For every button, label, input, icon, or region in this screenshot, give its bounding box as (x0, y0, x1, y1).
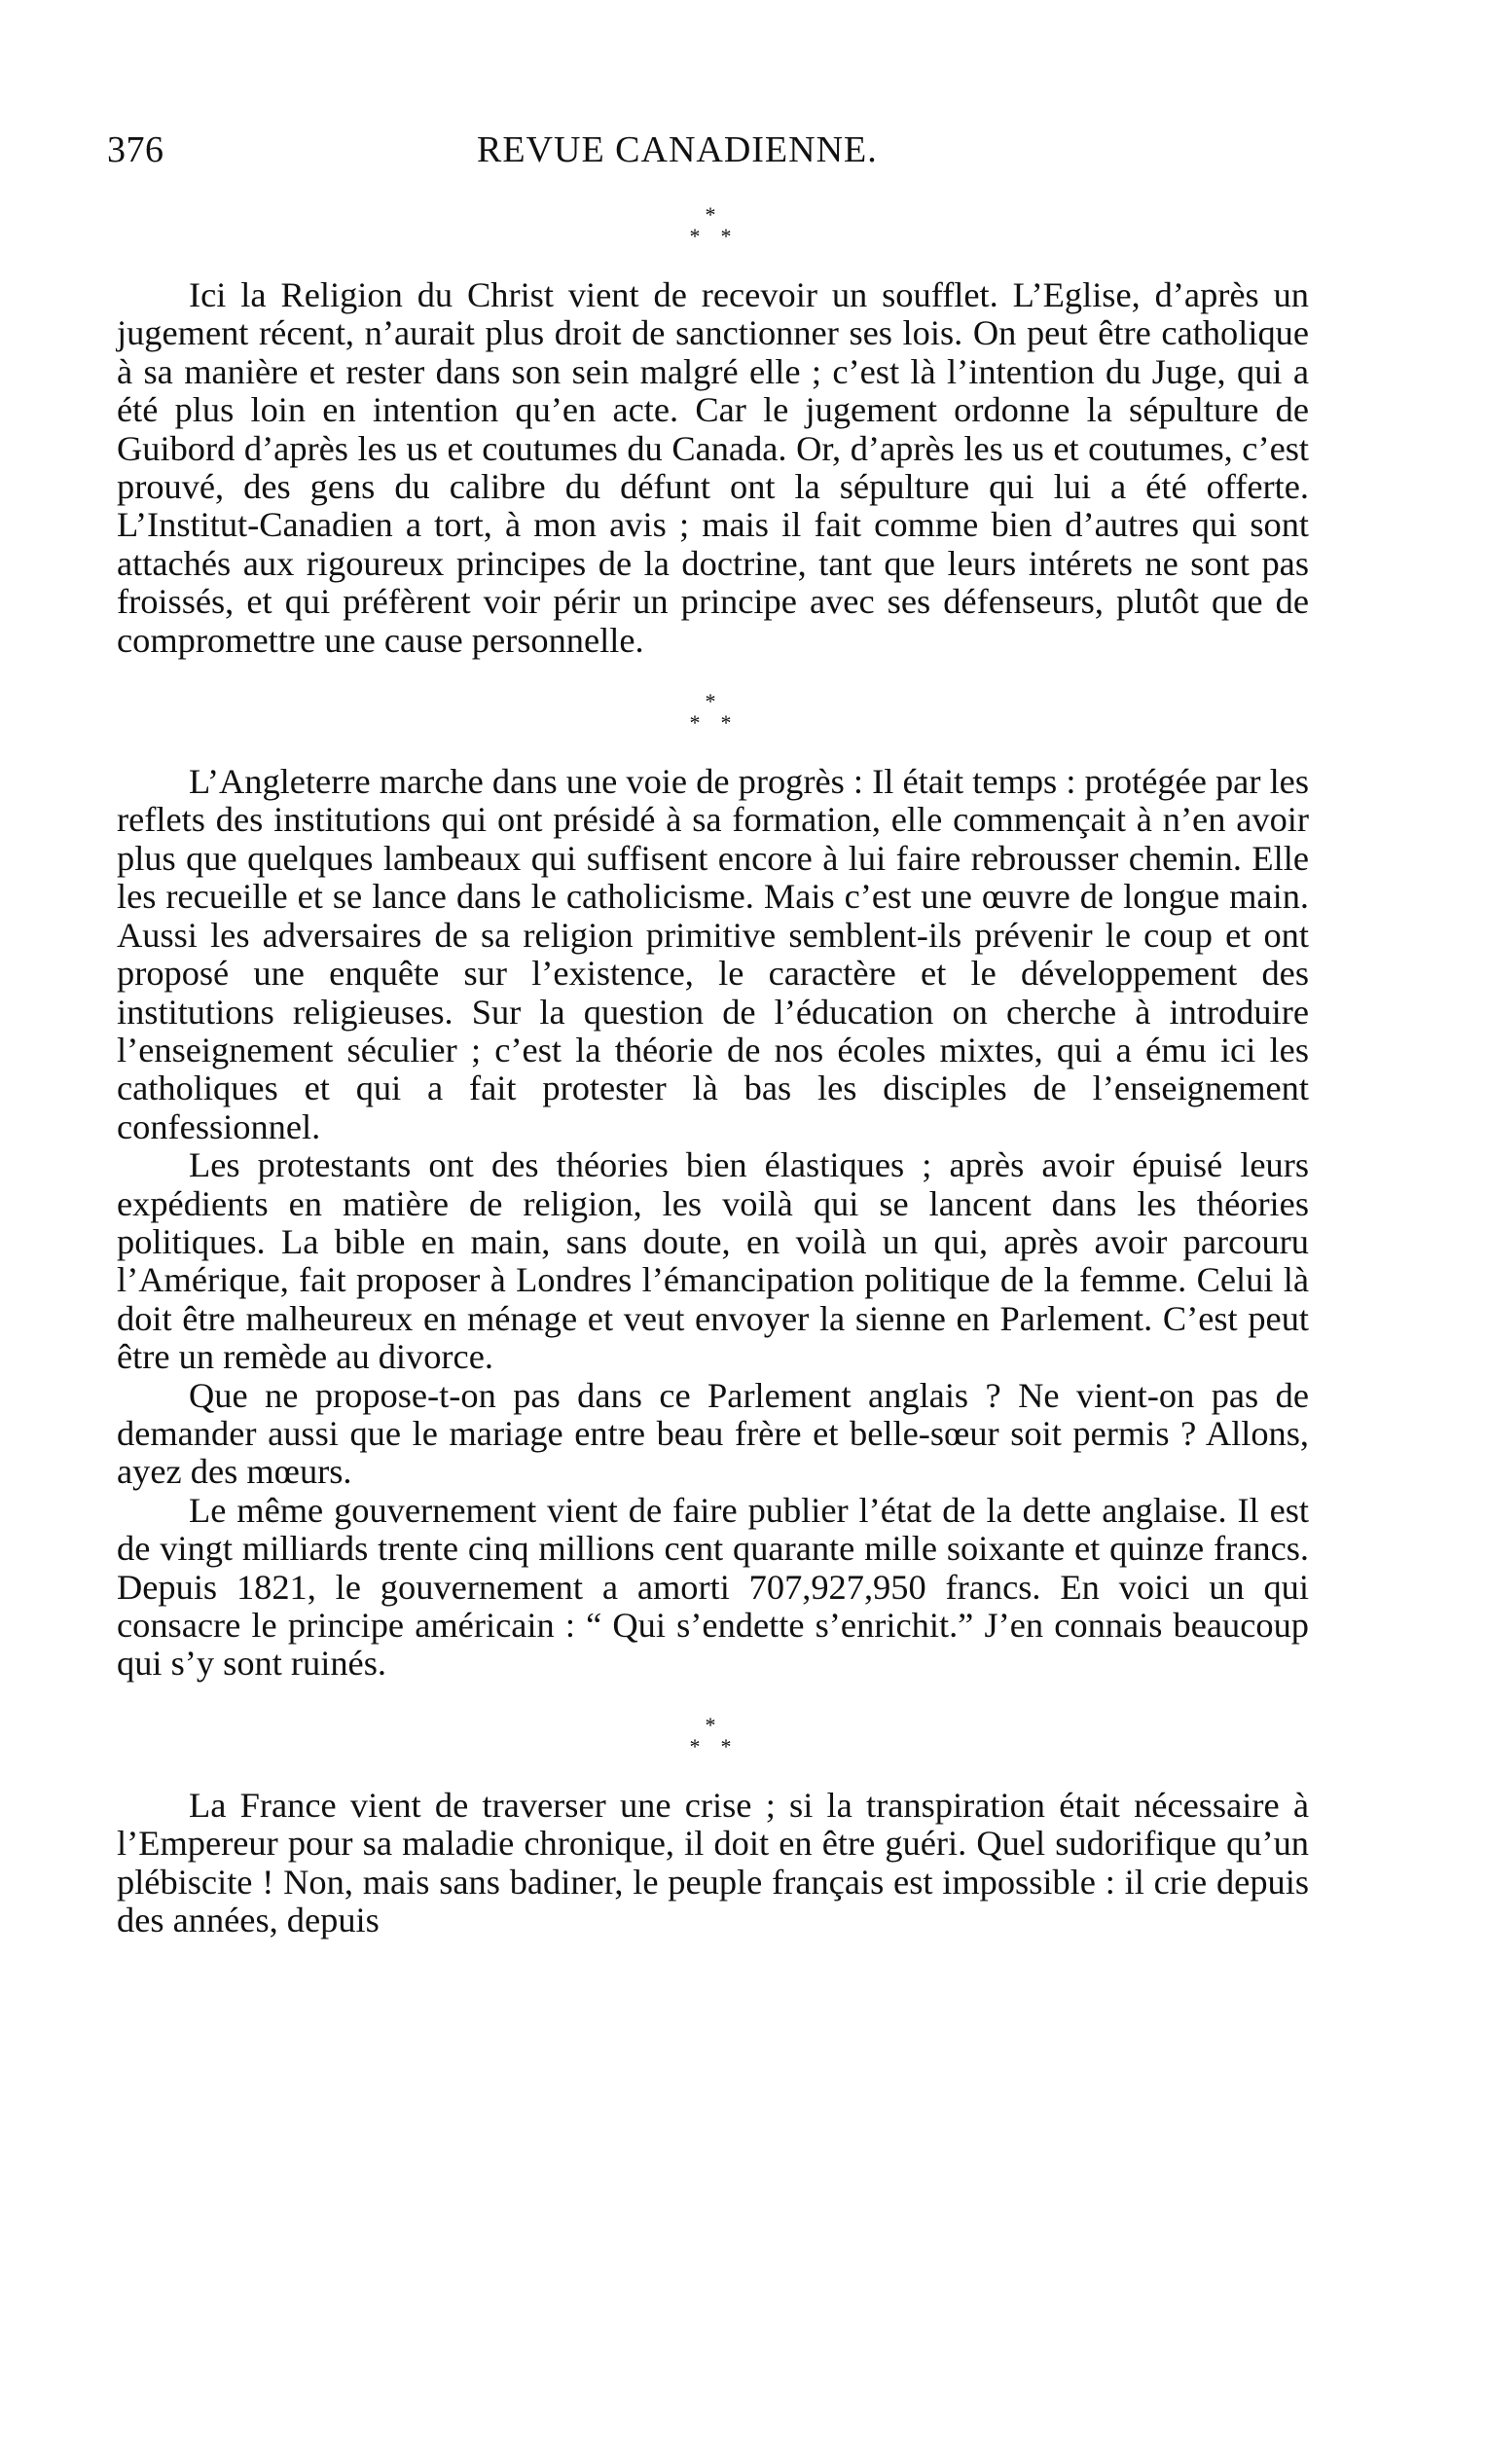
paragraph: Ici la Religion du Christ vient de recevoir un soufflet. L’Eglise, d’après un jugement récent, n’aurait plus droit de sanctionner ses lois. On peut être catholique à sa manière et rester dans son sein malgré elle ; c’est là l’intention du Juge, qui a été plus loin en intention qu’en acte. Car le jugement ordonne la sépulture de Guibord d’après les us et coutumes du Canada. Or, d’après les us et coutumes, c’est prouvé, des gens du calibre du défunt ont la sépulture qui lui a été offerte. L’Institut-Canadien a tort, à mon avis ; mais il fait comme bien d’autres qui sont attachés aux rigoureux principes de la doctrine, tant que leurs intérets ne sont pas froissés, et qui préfèrent voir périr un principe avec ses défenseurs, plutôt que de compromettre une cause personnelle. (117, 275, 1309, 660)
asterisk-icon: * (689, 1733, 701, 1758)
asterisk-icon: * (689, 710, 701, 736)
asterisk-icon: * (705, 689, 716, 714)
asterisk-icon: * (720, 710, 732, 736)
asterism-separator (684, 204, 743, 276)
paragraph: Le même gouvernement vient de faire publier l’état de la dette anglaise. Il est de vingt milliards trente cinq millions cent quarante mille soixante et quinze francs. Depuis 1821, le gouvernement a amorti 707,927,950 francs. En voici un qui consacre le principe américain : “ Qui s’endette s’enrichit.” J’en connais beaucoup qui s’y sont ruinés. (117, 1490, 1309, 1684)
paragraph: L’Angleterre marche dans une voie de progrès : Il était temps : protégée par les reflets des institutions qui ont présidé à sa formation, elle commençait à n’en avoir plus que quelques lambeaux qui suffisent encore à lui faire rebrousser chemin. Elle les recueille et se lance dans le catholicisme. Mais c’est une œuvre de longue main. Aussi les adversaires de sa religion primitive semblent-ils prévenir le coup et ont proposé une enquête sur l’existence, le caractère et le développement des institutions religieuses. Sur la question de l’éducation on cherche à introduire l’enseignement séculier ; c’est la théorie de nos écoles mixtes, qui a ému ici les catholiques et qui a fait protester là bas les disciples de l’enseignement confessionnel. (117, 762, 1309, 1146)
running-title: REVUE CANADIENNE. (477, 129, 878, 170)
text-section (117, 763, 1309, 1684)
asterisk-icon: * (720, 1733, 732, 1758)
page-header (107, 128, 1314, 177)
paragraph: Les protestants ont des théories bien élastiques ; après avoir épuisé leurs expédients en matière de religion, les voilà qui se lancent dans les théories politiques. La bible en main, sans doute, en voilà un qui, après avoir parcouru l’Amérique, fait proposer à Londres l’émancipation politique de la femme. Celui là doit être malheureux en ménage et veut envoyer la sienne en Parlement. C’est peut être un remède au divorce. (117, 1145, 1309, 1377)
text-section (117, 1787, 1309, 1940)
asterism-separator (684, 1712, 743, 1787)
paragraph: La France vient de traverser une crise ; si la transpiration était nécessaire à l’Empereur pour sa maladie chronique, il doit en être guéri. Quel sudorifique qu’un plébiscite ! Non, mais sans badiner, le peuple français est impossible : il crie depuis des années, depuis (117, 1785, 1309, 1940)
asterisk-icon: * (720, 224, 732, 248)
page-number: 376 (107, 129, 164, 170)
asterisk-icon: * (705, 202, 716, 227)
asterisk-icon: * (689, 224, 701, 248)
asterism-separator (684, 691, 743, 763)
text-section (117, 276, 1309, 660)
asterisk-icon: * (705, 1712, 716, 1737)
body-text (117, 204, 1309, 1971)
paragraph: Que ne propose-t-on pas dans ce Parlement anglais ? Ne vient-on pas de demander aussi que le mariage entre beau frère et belle-sœur soit permis ? Allons, ayez des mœurs. (117, 1375, 1309, 1492)
